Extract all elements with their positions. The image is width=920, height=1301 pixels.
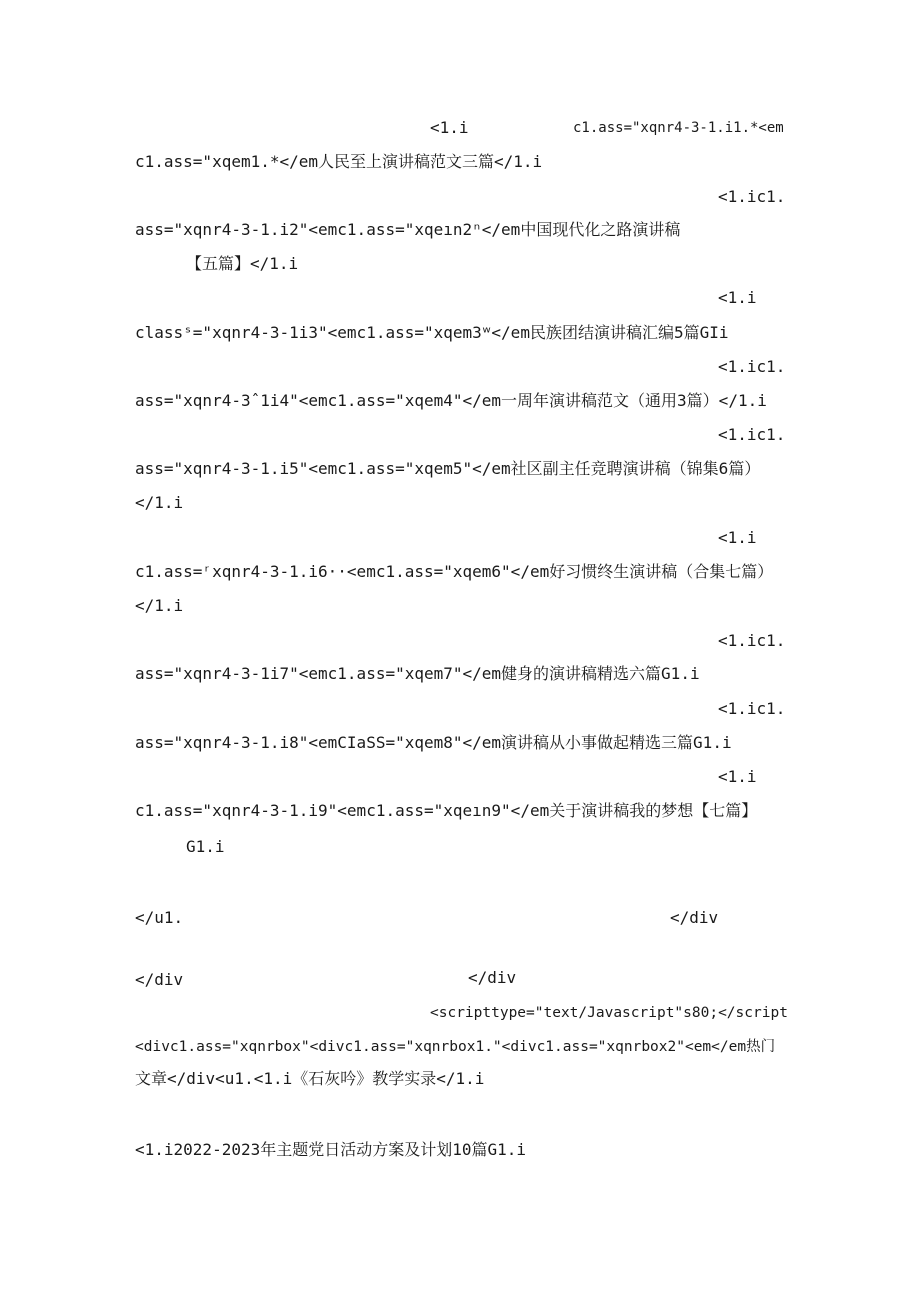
- text-line-30: 文章</div<u1.<1.i《石灰吟》教学实录</1.i: [135, 1069, 485, 1088]
- text-line-16: </1.i: [135, 596, 184, 615]
- text-line-15: c1.ass=ʳxqnr4-3-1.i6··<emc1.ass="xqem6"</em好习惯终生演讲稿（合集七篇）: [135, 562, 774, 581]
- text-line-12: ass="xqnr4-3-1.i5"<emc1.ass="xqem5"</em社区副主任竞聘演讲稿（锦集6篇）: [135, 459, 761, 478]
- text-line-21: <1.i: [718, 767, 757, 786]
- text-line-1: <1.i: [430, 118, 469, 137]
- text-line-28: <scripttype="text/Javascript"s80;</script: [430, 1005, 788, 1021]
- text-line-19: <1.ic1.: [718, 699, 786, 718]
- text-line-3: c1.ass="xqem1.*</em人民至上演讲稿范文三篇</1.i: [135, 152, 543, 171]
- text-line-31: <1.i2022-2023年主题党日活动方案及计划10篇G1.i: [135, 1140, 527, 1159]
- text-line-8: classˢ="xqnr4-3-1i3"<emc1.ass="xqem3ʷ</em民族团结演讲稿汇编5篇GIi: [135, 323, 729, 342]
- text-line-25: </div: [670, 908, 719, 927]
- text-line-14: <1.i: [718, 528, 757, 547]
- text-line-17: <1.ic1.: [718, 631, 786, 650]
- text-line-5: ass="xqnr4-3-1.i2"<emc1.ass="xqeın2ⁿ</em中国现代化之路演讲稿: [135, 220, 681, 239]
- text-line-13: </1.i: [135, 493, 184, 512]
- text-line-27: </div: [468, 968, 517, 987]
- text-line-10: ass="xqnr4-3ˆ1i4"<emc1.ass="xqem4"</em一周年演讲稿范文（通用3篇）</1.i: [135, 391, 767, 410]
- text-line-26: </div: [135, 970, 184, 989]
- text-line-9: <1.ic1.: [718, 357, 786, 376]
- text-line-11: <1.ic1.: [718, 425, 786, 444]
- text-line-22: c1.ass="xqnr4-3-1.i9"<emc1.ass="xqeın9"</em关于演讲稿我的梦想【七篇】: [135, 801, 758, 820]
- text-line-24: </u1.: [135, 908, 184, 927]
- text-line-23: G1.i: [186, 837, 225, 856]
- text-line-4: <1.ic1.: [718, 187, 786, 206]
- text-line-20: ass="xqnr4-3-1.i8"<emCIaSS="xqem8"</em演讲稿从小事做起精选三篇G1.i: [135, 733, 732, 752]
- text-line-2: c1.ass="xqnr4-3-1.i1.*<em: [573, 120, 784, 136]
- text-line-6: 【五篇】</1.i: [186, 254, 299, 273]
- text-line-29: <divc1.ass="xqnrbox"<divc1.ass="xqnrbox1."<divc1.ass="xqnrbox2"<em</em热门: [135, 1039, 776, 1055]
- text-line-18: ass="xqnr4-3-1i7"<emc1.ass="xqem7"</em健身的演讲稿精选六篇G1.i: [135, 664, 700, 683]
- text-line-7: <1.i: [718, 288, 757, 307]
